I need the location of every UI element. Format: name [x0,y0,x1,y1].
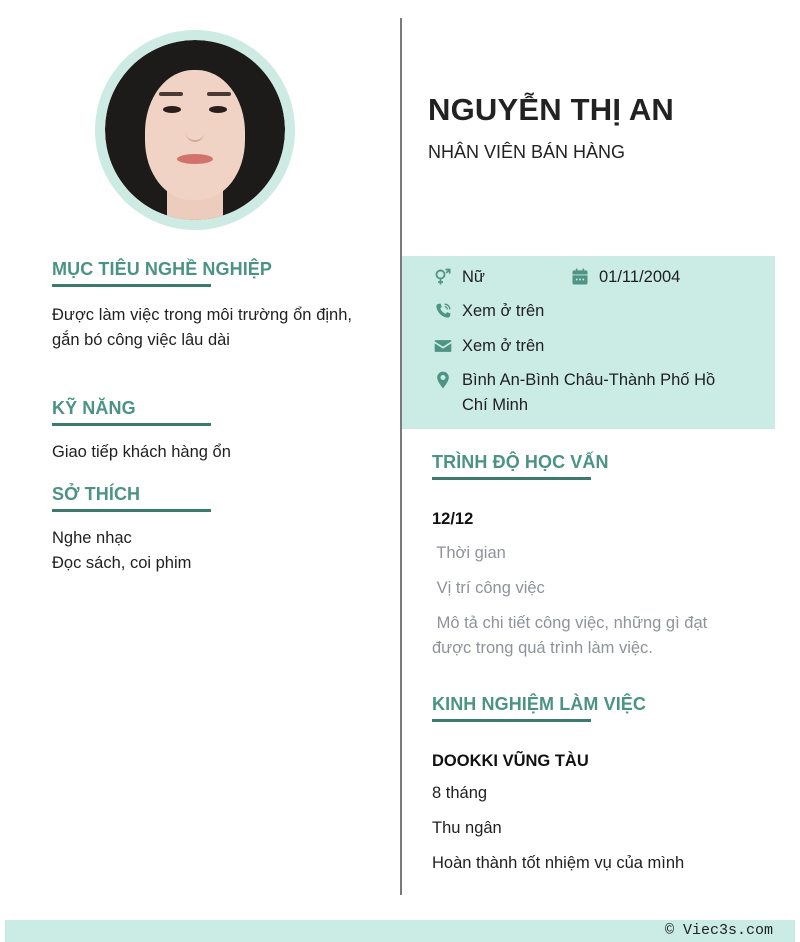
hobby-item: Đọc sách, coi phim [52,554,192,572]
birthdate-value: 01/11/2004 [599,268,681,286]
gender-value: Nữ [462,268,485,286]
company-name: DOOKKI VŨNG TÀU [432,752,589,770]
copyright-text: © Viec3s.com [664,922,773,939]
address-row [432,368,732,418]
skills-section [52,398,352,465]
avatar [105,40,285,220]
section-underline [432,719,591,722]
section-underline [432,477,591,480]
education-time: Thời gian [432,544,506,562]
footer-bar [5,920,795,942]
column-divider [400,18,402,895]
gender-icon [432,266,454,288]
hobbies-section [52,484,352,576]
job-title: NHÂN VIÊN BÁN HÀNG [428,142,626,162]
email-value: Xem ở trên [462,337,545,355]
avatar-frame [95,30,295,230]
phone-row [432,299,544,324]
experience-section [432,694,772,876]
section-underline [52,284,211,287]
address-value: Bình An-Bình Châu-Thành Phố Hồ Chí Minh [462,371,716,414]
experience-duration: 8 tháng [432,784,488,802]
education-description: Mô tả chi tiết công việc, những gì đạt được trong quá trình làm việc. [432,614,712,657]
school-name: 12/12 [432,510,474,528]
section-underline [52,509,211,512]
section-title: KỸ NĂNG [52,398,136,418]
email-icon [432,335,454,357]
hobby-item: Nghe nhạc [52,529,132,547]
objective-text: Được làm việc trong môi trường ổn định, gắn bó công việc lâu dài [52,306,352,349]
section-underline [52,423,211,426]
section-title: TRÌNH ĐỘ HỌC VẤN [432,452,609,472]
skill-item: Giao tiếp khách hàng ổn [52,443,231,461]
phone-icon [432,300,454,322]
education-position: Vị trí công việc [432,579,545,597]
calendar-icon [569,266,591,288]
birthdate-row [569,265,680,290]
email-row [432,334,544,359]
phone-value: Xem ở trên [462,302,545,320]
contact-info-panel [402,256,775,429]
gender-row [432,265,485,290]
section-title: SỞ THÍCH [52,484,141,504]
education-section [432,452,772,661]
section-title: MỤC TIÊU NGHỀ NGHIỆP [52,259,273,279]
experience-position: Thu ngân [432,819,502,837]
section-title: KINH NGHIỆM LÀM VIỆC [432,694,647,714]
experience-description: Hoàn thành tốt nhiệm vụ của mình [432,854,685,872]
objective-section [52,259,352,353]
location-pin-icon [432,369,454,391]
candidate-name: NGUYỄN THỊ AN [428,92,675,127]
